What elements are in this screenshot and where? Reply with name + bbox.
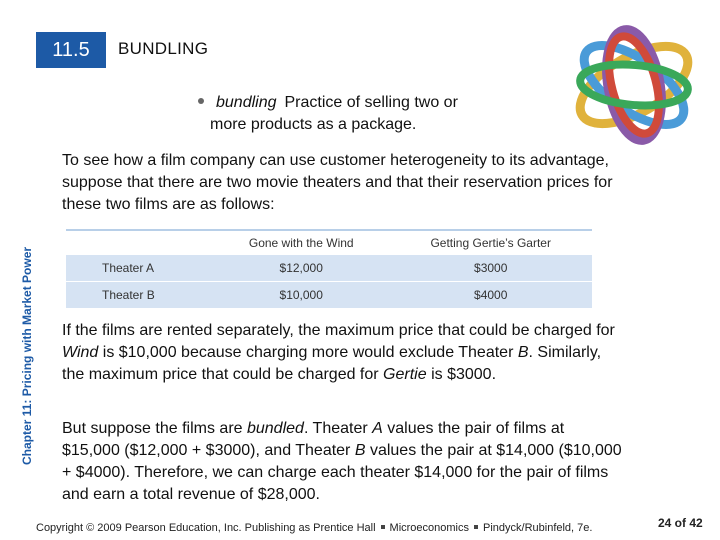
p2-text: But suppose the films are bbox=[62, 420, 247, 437]
footer-book: Microeconomics bbox=[389, 522, 469, 534]
p1-gertie: Gertie bbox=[383, 366, 427, 383]
footer-copyright-text: Copyright © 2009 Pearson Education, Inc. Publishing as Prentice Hall bbox=[36, 522, 376, 534]
p1-wind: Wind bbox=[62, 344, 99, 361]
table-row bbox=[66, 255, 592, 282]
paragraph-separate-rental bbox=[62, 320, 622, 386]
definition-term: bundling bbox=[216, 94, 277, 111]
p1-text: If the films are rented separately, the maximum price that could be charged for bbox=[62, 322, 615, 339]
row-label: Theater B bbox=[66, 282, 213, 309]
definition-block bbox=[198, 92, 558, 136]
cell-wind: $12,000 bbox=[213, 255, 389, 282]
chapter-side-label: Chapter 11: Pricing with Market Power bbox=[20, 246, 34, 465]
p2-bundled: bundled bbox=[246, 420, 304, 437]
table-row bbox=[66, 282, 592, 309]
cell-wind: $10,000 bbox=[213, 282, 389, 309]
footer-separator-icon bbox=[474, 525, 478, 529]
page-number: 24 of 42 bbox=[658, 516, 703, 530]
footer-separator-icon bbox=[381, 525, 385, 529]
table-header-blank bbox=[66, 230, 213, 255]
table-header-row bbox=[66, 230, 592, 255]
footer-copyright bbox=[36, 522, 592, 534]
intro-paragraph: To see how a film company can use customer heterogeneity to its advantage, suppose that there are two movie theaters and that their reservation prices for these two films are as follows: bbox=[62, 152, 613, 213]
p1-text: is $3000. bbox=[426, 366, 497, 383]
footer-authors: Pindyck/Rubinfeld, 7e. bbox=[483, 522, 593, 534]
definition-text-line1: Practice of selling two or bbox=[284, 94, 458, 111]
p2-theater-a: A bbox=[372, 420, 383, 437]
table-header-wind: Gone with the Wind bbox=[213, 230, 389, 255]
p2-text: . Theater bbox=[303, 420, 373, 437]
p1-text: . Similarly, the maximum price that could be charged for bbox=[62, 344, 602, 383]
p1-text: is $10,000 because charging more would exclude Theater bbox=[98, 344, 518, 361]
row-label: Theater A bbox=[66, 255, 213, 282]
p1-theater-b: B bbox=[517, 344, 529, 361]
rings-logo-image bbox=[560, 20, 708, 150]
definition-text-line2: more products as a package. bbox=[210, 116, 417, 133]
cell-gertie: $4000 bbox=[389, 282, 592, 309]
p2-theater-b: B bbox=[354, 442, 366, 459]
table-header-gertie: Getting Gertie’s Garter bbox=[389, 230, 592, 255]
p2-text: values the pair of films at $15,000 ($12,000 + $3000), and Theater bbox=[62, 420, 565, 459]
paragraph-bundled bbox=[62, 418, 622, 506]
bullet-icon bbox=[198, 98, 204, 104]
section-number-badge: 11.5 bbox=[36, 32, 106, 68]
cell-gertie: $3000 bbox=[389, 255, 592, 282]
reservation-price-table bbox=[66, 229, 592, 309]
section-title: BUNDLING bbox=[118, 39, 209, 58]
p2-text: values the pair at $14,000 ($10,000 + $4000). Therefore, we can charge each theater $14,000 for the pair of films and earn a total revenue of $28,000. bbox=[62, 442, 622, 503]
